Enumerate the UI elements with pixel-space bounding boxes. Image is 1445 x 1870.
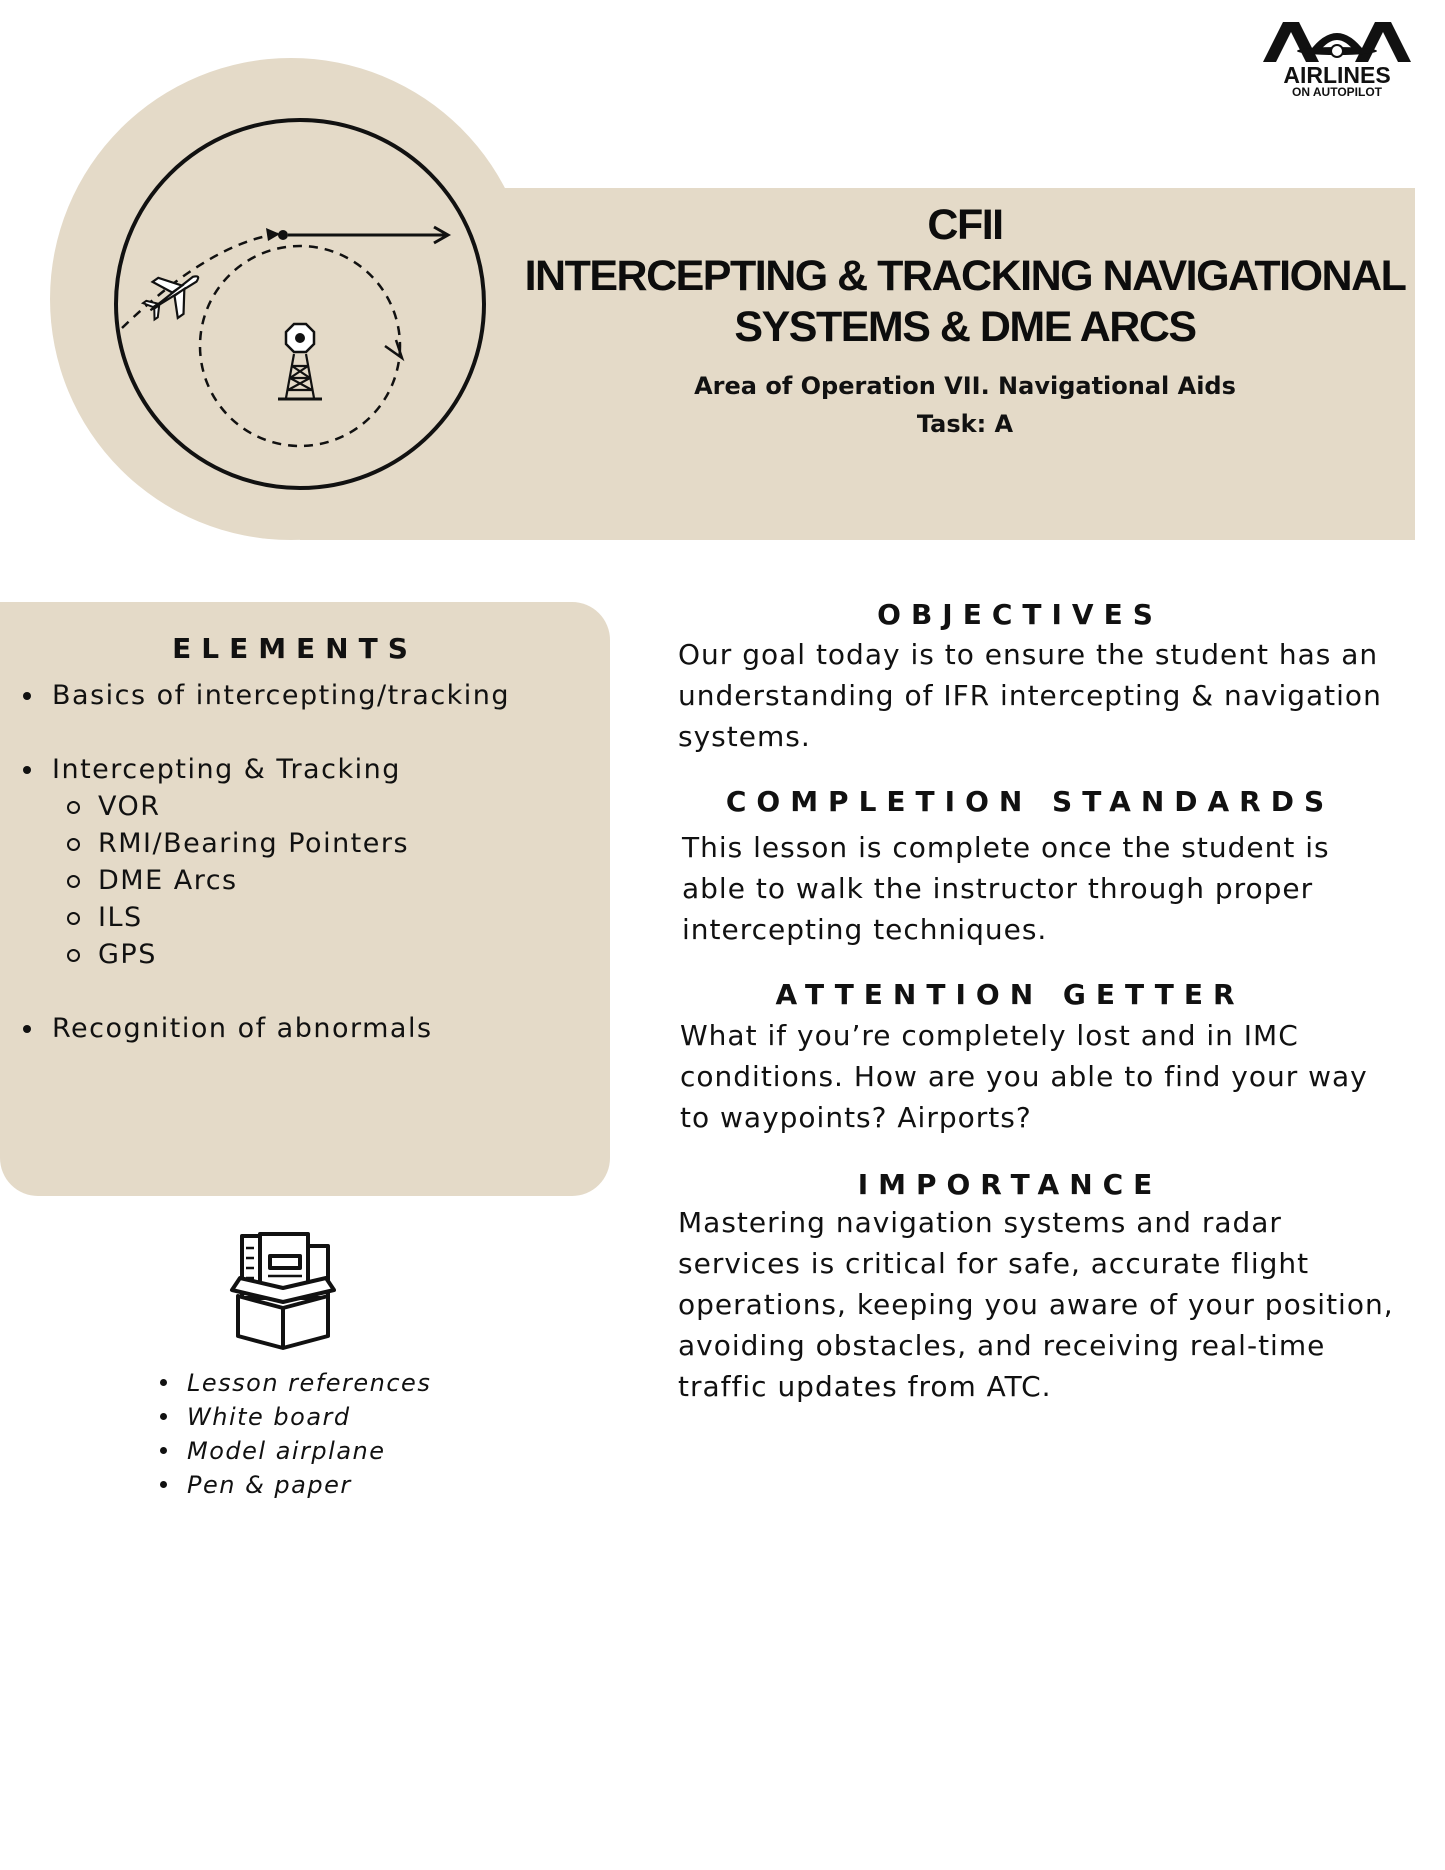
airplane-icon [136,259,210,329]
logo-text-line1: AIRLINES [1283,62,1391,88]
elements-item: Recognition of abnormals [20,1010,600,1047]
course-fix-dot [278,230,288,240]
title-line1: CFII [927,201,1003,249]
box-of-books-icon [220,1230,346,1350]
outer-circle [116,120,484,488]
area-of-operation: Area of Operation VII. Navigational Aids [694,372,1236,400]
importance-text: Mastering navigation systems and radar services is critical for safe, accurate flight operations, keeping you aware of your position, avoiding obstacles, and receiving real-time traffic updates from ATC. [678,1206,1394,1403]
arc-arrowhead [385,340,402,358]
objectives-heading: OBJECTIVES [877,598,1163,631]
logo-mark-icon [1259,18,1415,64]
elements-sub-item: VOR [20,788,600,825]
vor-station-tower-icon [278,324,322,399]
objectives-text: Our goal today is to ensure the student has an understanding of IFR intercepting & navigation systems. [678,638,1382,753]
materials-item: Lesson references [155,1366,555,1400]
intercept-path [122,234,278,328]
elements-list [20,677,600,1047]
elements-item: Intercepting & Tracking [20,751,600,788]
completion-standards-heading: COMPLETION STANDARDS [725,785,1335,818]
airlines-on-autopilot-logo [1257,18,1417,98]
title-line2: INTERCEPTING & TRACKING NAVIGATIONAL [524,252,1406,300]
elements-sub-item: DME Arcs [20,862,600,899]
logo-text-line2: ON AUTOPILOT [1292,85,1382,99]
elements-heading: ELEMENTS [172,632,418,665]
elements-sub-item: RMI/Bearing Pointers [20,825,600,862]
intercept-arrowhead [266,228,280,241]
elements-item: Basics of intercepting/tracking [20,677,600,714]
importance-heading: IMPORTANCE [857,1168,1163,1201]
title-line3: SYSTEMS & DME ARCS [734,303,1196,351]
attention-getter-text: What if you’re completely lost and in IMC conditions. How are you able to find your way to waypoints? Airports? [680,1019,1368,1134]
navigation-diagram [50,58,532,540]
materials-list [155,1366,555,1502]
attention-getter-heading: ATTENTION GETTER [775,978,1245,1011]
elements-sub-item: GPS [20,936,600,973]
title-block [515,200,1415,443]
materials-item: Model airplane [155,1434,555,1468]
materials-item: Pen & paper [155,1468,555,1502]
materials-item: White board [155,1400,555,1434]
completion-standards-text: This lesson is complete once the student is able to walk the instructor through proper intercepting techniques. [682,831,1330,946]
elements-sub-item: ILS [20,899,600,936]
task-label: Task: A [916,410,1014,438]
